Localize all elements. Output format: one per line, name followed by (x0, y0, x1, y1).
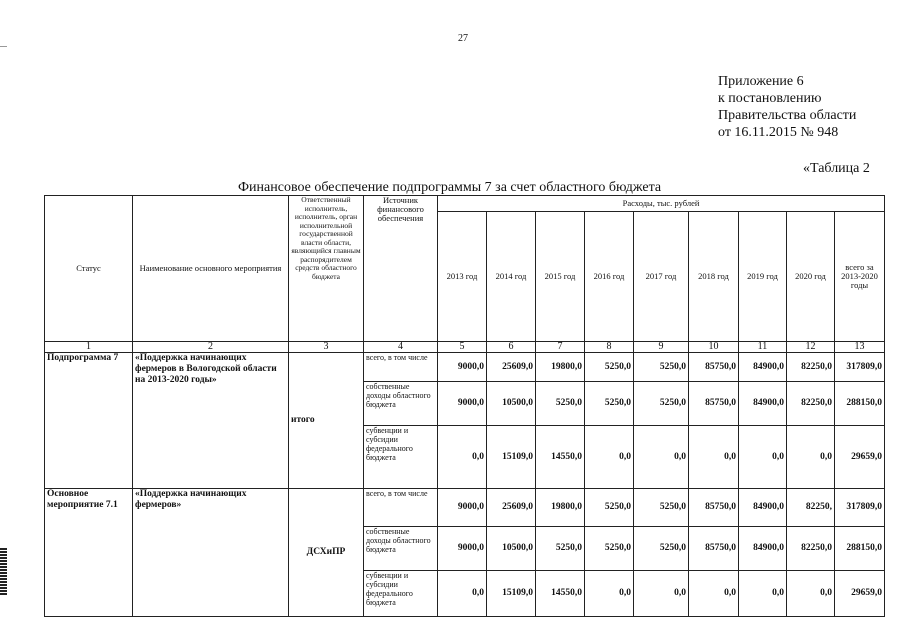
value-cell: 25609,0 (487, 353, 536, 382)
value-cell: 5250,0 (634, 527, 689, 571)
value-cell: 5250,0 (634, 489, 689, 527)
header-year: 2016 год (585, 212, 634, 342)
value-cell: 0,0 (787, 571, 835, 617)
value-cell: 0,0 (438, 571, 487, 617)
source-cell: всего, в том числе (364, 353, 438, 382)
header-source: Источник финансового обеспечения (364, 196, 438, 342)
activity-name-cell: «Поддержка начинающих фермеров в Вологодской области на 2013-2020 годы» (133, 353, 289, 489)
value-cell: 5250,0 (585, 353, 634, 382)
header-year: 2020 год (787, 212, 835, 342)
responsible-cell: ДСХиПР (289, 489, 364, 617)
header-responsible: Ответственный исполнитель, исполнитель, орган исполнительной государственной власти области, являющийся главным распорядителем средств областного бюджета (289, 196, 364, 342)
column-number: 7 (536, 342, 585, 353)
value-cell: 0,0 (438, 426, 487, 489)
table-label: «Таблица 2 (803, 161, 870, 176)
value-cell: 9000,0 (438, 489, 487, 527)
table-title: Финансовое обеспечение подпрограммы 7 за счет областного бюджета (238, 180, 662, 195)
value-cell: 5250,0 (585, 489, 634, 527)
column-number: 11 (739, 342, 787, 353)
value-cell: 19800,0 (536, 353, 585, 382)
column-number: 3 (289, 342, 364, 353)
value-cell: 82250,0 (787, 353, 835, 382)
value-cell: 19800,0 (536, 489, 585, 527)
value-cell: 10500,0 (487, 382, 536, 426)
source-cell: всего, в том числе (364, 489, 438, 527)
value-cell: 0,0 (739, 426, 787, 489)
value-cell: 0,0 (689, 426, 739, 489)
value-cell: 25609,0 (487, 489, 536, 527)
finance-table (44, 195, 885, 617)
source-cell: субвенции и субсидии федерального бюджета (364, 571, 438, 617)
column-number: 4 (364, 342, 438, 353)
value-cell: 0,0 (585, 571, 634, 617)
value-cell: 29659,0 (835, 426, 885, 489)
value-cell: 5250,0 (536, 527, 585, 571)
value-cell: 84900,0 (739, 489, 787, 527)
value-cell: 5250,0 (585, 527, 634, 571)
value-cell: 84900,0 (739, 382, 787, 426)
value-cell: 85750,0 (689, 353, 739, 382)
appendix-line: Приложение 6 (718, 74, 804, 89)
source-cell: собственные доходы областного бюджета (364, 527, 438, 571)
appendix-block (718, 73, 856, 141)
appendix-line: к постановлению (718, 91, 822, 106)
value-cell: 85750,0 (689, 527, 739, 571)
value-cell: 0,0 (739, 571, 787, 617)
value-cell: 82250,0 (787, 382, 835, 426)
value-cell: 5250,0 (536, 382, 585, 426)
value-cell: 0,0 (634, 571, 689, 617)
column-number-row (45, 342, 885, 353)
scan-mark (0, 46, 7, 47)
table-row (45, 489, 885, 527)
column-number: 1 (45, 342, 133, 353)
value-cell: 10500,0 (487, 527, 536, 571)
activity-name-cell: «Поддержка начинающих фермеров» (133, 489, 289, 617)
value-cell: 0,0 (689, 571, 739, 617)
value-cell: 84900,0 (739, 353, 787, 382)
column-number: 2 (133, 342, 289, 353)
value-cell: 288150,0 (835, 382, 885, 426)
column-number: 6 (487, 342, 536, 353)
header-year: 2018 год (689, 212, 739, 342)
source-cell: субвенции и субсидии федерального бюджета (364, 426, 438, 489)
value-cell: 5250,0 (634, 382, 689, 426)
appendix-line: Правительства области (718, 108, 857, 123)
value-cell: 9000,0 (438, 527, 487, 571)
header-name: Наименование основного мероприятия (133, 196, 289, 342)
status-cell: Основное мероприятие 7.1 (45, 489, 133, 617)
value-cell: 5250,0 (634, 353, 689, 382)
header-expenses: Расходы, тыс. рублей (438, 196, 885, 212)
value-cell: 9000,0 (438, 353, 487, 382)
value-cell: 15109,0 (487, 571, 536, 617)
value-cell: 85750,0 (689, 489, 739, 527)
value-cell: 15109,0 (487, 426, 536, 489)
appendix-line: от 16.11.2015 № 948 (718, 125, 839, 140)
status-cell: Подпрограмма 7 (45, 353, 133, 489)
column-number: 5 (438, 342, 487, 353)
value-cell: 29659,0 (835, 571, 885, 617)
value-cell: 84900,0 (739, 527, 787, 571)
column-number: 12 (787, 342, 835, 353)
table-row (45, 353, 885, 382)
column-number: 13 (835, 342, 885, 353)
header-year: 2019 год (739, 212, 787, 342)
value-cell: 0,0 (787, 426, 835, 489)
value-cell: 0,0 (634, 426, 689, 489)
header-year: 2017 год (634, 212, 689, 342)
value-cell: 288150,0 (835, 527, 885, 571)
value-cell: 82250,0 (787, 527, 835, 571)
header-status: Статус (45, 196, 133, 342)
value-cell: 317809,0 (835, 353, 885, 382)
page-number: 27 (458, 33, 468, 44)
value-cell: 9000,0 (438, 382, 487, 426)
header-year: 2013 год (438, 212, 487, 342)
scan-mark (0, 548, 7, 596)
value-cell: 85750,0 (689, 382, 739, 426)
source-cell: собственные доходы областного бюджета (364, 382, 438, 426)
value-cell: 0,0 (585, 426, 634, 489)
column-number: 10 (689, 342, 739, 353)
value-cell: 14550,0 (536, 426, 585, 489)
header-year: 2014 год (487, 212, 536, 342)
value-cell: 317809,0 (835, 489, 885, 527)
value-cell: 82250, (787, 489, 835, 527)
header-year-total: всего за 2013-2020 годы (835, 212, 885, 342)
value-cell: 5250,0 (585, 382, 634, 426)
responsible-cell: итого (289, 353, 364, 489)
column-number: 8 (585, 342, 634, 353)
column-number: 9 (634, 342, 689, 353)
header-year: 2015 год (536, 212, 585, 342)
value-cell: 14550,0 (536, 571, 585, 617)
